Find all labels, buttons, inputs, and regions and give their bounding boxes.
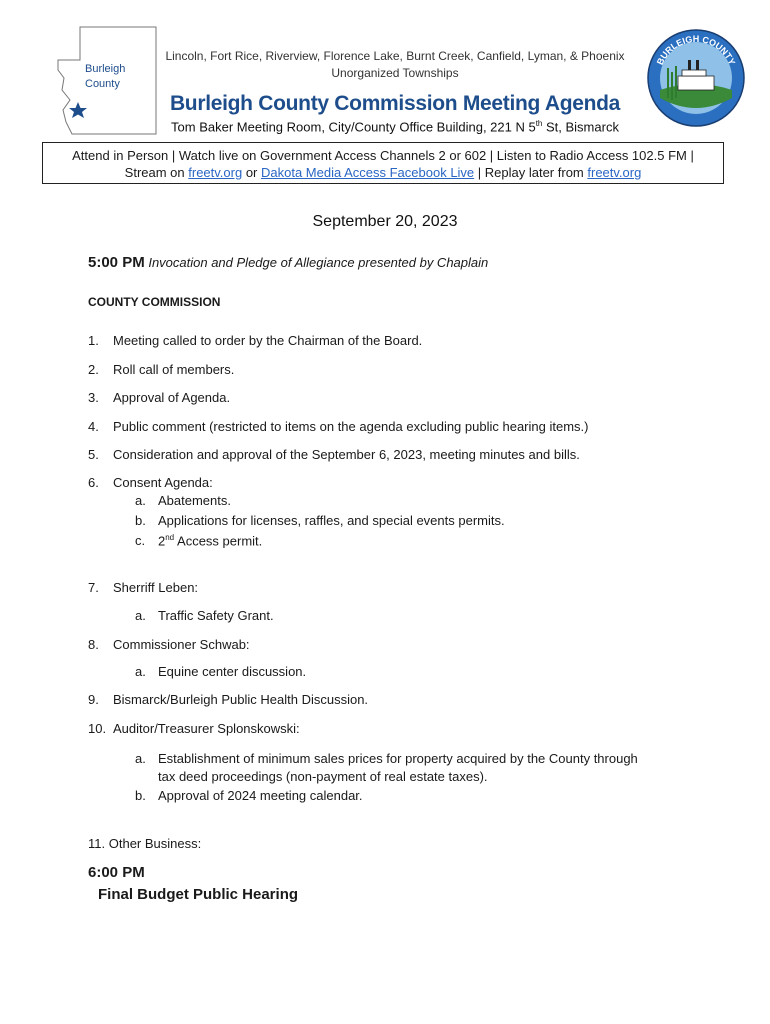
sub-text-after: Access permit. bbox=[174, 533, 263, 549]
sub-text: Abatements. bbox=[158, 493, 231, 508]
sub-text: Traffic Safety Grant. bbox=[158, 608, 274, 623]
or-text: or bbox=[242, 165, 261, 180]
auditor-subitem-a bbox=[135, 750, 638, 786]
item-number: 5. bbox=[88, 447, 99, 462]
item-text: Auditor/Treasurer Splonskowski: bbox=[113, 721, 300, 736]
replay-text: | Replay later from bbox=[474, 165, 588, 180]
sub-letter: b. bbox=[135, 788, 146, 803]
item-number: 10. bbox=[88, 721, 107, 736]
item-text: Sherriff Leben: bbox=[113, 580, 199, 595]
agenda-item-8 bbox=[88, 637, 250, 652]
map-logo-text-2: County bbox=[85, 78, 120, 90]
sub-text-num: 2 bbox=[158, 533, 166, 549]
meeting-location bbox=[150, 119, 640, 134]
sub-letter: a. bbox=[135, 608, 146, 623]
agenda-item-1 bbox=[88, 333, 422, 348]
attendance-line-1: Attend in Person | Watch live on Government Access Channels 2 or 602 | Listen to Radio Access 102.5 FM | bbox=[72, 148, 694, 163]
sub-letter: a. bbox=[135, 493, 146, 508]
item-number: 1. bbox=[88, 333, 99, 348]
item-number: 6. bbox=[88, 475, 99, 490]
sub-text: Approval of 2024 meeting calendar. bbox=[158, 788, 363, 803]
section-title: COUNTY COMMISSION bbox=[88, 295, 221, 309]
item-text: Public comment (restricted to items on the agenda excluding public hearing items.) bbox=[113, 419, 589, 434]
agenda-item-4 bbox=[88, 419, 588, 434]
item-number: 8. bbox=[88, 637, 99, 652]
agenda-item-6 bbox=[88, 475, 213, 490]
page-title: Burleigh County Commission Meeting Agenda bbox=[169, 92, 621, 115]
sub-text-line-2: tax deed proceedings (non-payment of real estate taxes). bbox=[158, 769, 488, 784]
item-text: Consent Agenda: bbox=[113, 475, 213, 490]
auditor-subitem-b bbox=[135, 788, 363, 803]
room-text: Tom Baker Meeting Room, City/County Office Building, 221 N 5 bbox=[171, 119, 536, 135]
sub-letter: b. bbox=[135, 513, 146, 528]
invocation-line bbox=[88, 254, 488, 271]
item-text: Meeting called to order by the Chairman of the Board. bbox=[113, 333, 423, 348]
burleigh-county-map-logo bbox=[50, 22, 160, 140]
sheriff-subitem-a bbox=[135, 608, 274, 623]
invocation-description: Invocation and Pledge of Allegiance presented by Chaplain bbox=[148, 255, 489, 270]
freetv-link[interactable]: freetv.org bbox=[188, 165, 243, 180]
hearing-title: Final Budget Public Hearing bbox=[98, 886, 299, 903]
room-text-end: St, Bismarck bbox=[542, 119, 619, 135]
agenda-item-2 bbox=[88, 362, 234, 377]
item-number: 2. bbox=[88, 362, 99, 377]
consent-subitem-b bbox=[135, 513, 505, 528]
item-text: Consideration and approval of the September 6, 2023, meeting minutes and bills. bbox=[113, 447, 580, 462]
facebook-live-link[interactable]: Dakota Media Access Facebook Live bbox=[261, 165, 475, 180]
attendance-info-box bbox=[42, 142, 724, 184]
map-logo-text-1: Burleigh bbox=[85, 63, 126, 75]
agenda-item-10 bbox=[88, 721, 300, 736]
attendance-line-2 bbox=[43, 164, 723, 181]
stream-prefix: Stream on bbox=[124, 165, 189, 180]
sub-text-sup: nd bbox=[165, 533, 175, 542]
item-text: Bismarck/Burleigh Public Health Discussion. bbox=[113, 692, 369, 707]
sub-letter: a. bbox=[135, 751, 146, 766]
item-number: 3. bbox=[88, 390, 99, 405]
hearing-time: 6:00 PM bbox=[88, 864, 145, 881]
seal-text: BURLEIGH COUNTY bbox=[654, 34, 738, 67]
schwab-subitem-a bbox=[135, 664, 306, 679]
consent-subitem-c bbox=[135, 533, 262, 548]
sub-text: Applications for licenses, raffles, and special events permits. bbox=[158, 513, 505, 528]
agenda-item-11 bbox=[88, 836, 201, 851]
sub-text-line-1: Establishment of minimum sales prices for property acquired by the County through bbox=[158, 751, 638, 766]
agenda-item-3 bbox=[88, 390, 230, 405]
townships-text bbox=[150, 48, 640, 82]
county-seal-logo bbox=[646, 28, 746, 128]
item-number: 11. bbox=[88, 836, 106, 851]
consent-subitem-a bbox=[135, 493, 231, 508]
meeting-date: September 20, 2023 bbox=[312, 213, 458, 230]
item-text: Approval of Agenda. bbox=[113, 390, 231, 405]
townships-line-2: Unorganized Townships bbox=[331, 66, 459, 80]
item-text: Roll call of members. bbox=[113, 362, 235, 377]
agenda-item-7 bbox=[88, 580, 198, 595]
freetv-replay-link[interactable]: freetv.org bbox=[587, 165, 642, 180]
item-number: 7. bbox=[88, 580, 99, 595]
item-text: Other Business: bbox=[108, 836, 202, 851]
item-number: 4. bbox=[88, 419, 99, 434]
sub-letter: c. bbox=[135, 533, 146, 549]
agenda-item-9 bbox=[88, 692, 368, 707]
sub-text: Equine center discussion. bbox=[158, 664, 307, 679]
sub-letter: a. bbox=[135, 664, 146, 679]
room-sup: th bbox=[535, 119, 543, 128]
townships-line-1: Lincoln, Fort Rice, Riverview, Florence Lake, Burnt Creek, Canfield, Lyman, & Phoenix bbox=[165, 49, 625, 63]
invocation-time: 5:00 PM bbox=[88, 254, 145, 271]
item-number: 9. bbox=[88, 692, 99, 707]
item-text: Commissioner Schwab: bbox=[113, 637, 250, 652]
agenda-item-5 bbox=[88, 447, 580, 462]
